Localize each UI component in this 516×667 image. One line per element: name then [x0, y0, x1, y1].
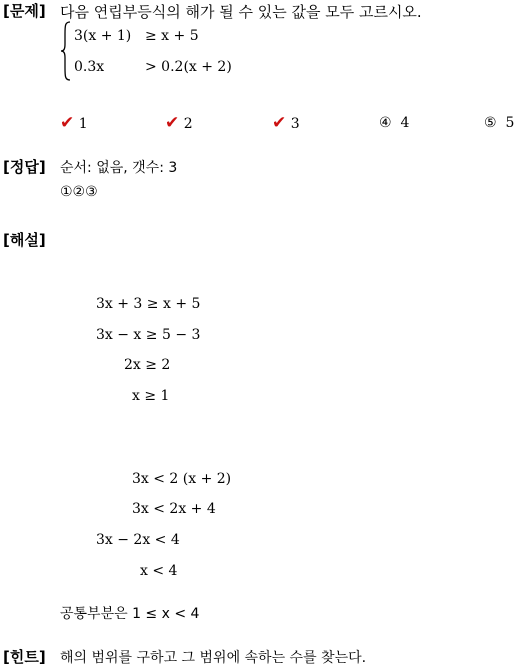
answer-choices: ①②③ [60, 184, 98, 200]
check-icon: ✔ [60, 113, 75, 133]
choice-4[interactable] [379, 115, 409, 131]
equation-line: 3x + 3 ≥ x + 5 [96, 296, 201, 312]
choice-2[interactable] [165, 113, 193, 133]
hint-text: 해의 범위를 구하고 그 범위에 속하는 수를 찾는다. [60, 650, 367, 666]
choice-1[interactable] [60, 113, 88, 133]
hint-label: [힌트] [3, 648, 46, 666]
equation-line: x < 4 [140, 563, 178, 579]
choice-value: 1 [78, 116, 88, 132]
choice-value: 3 [290, 116, 300, 132]
system-row2-right: > 0.2(x + 2) [145, 59, 232, 75]
problem-label: [문제] [3, 2, 46, 20]
answer-label: [정답] [3, 158, 46, 176]
system-row1-right: ≥ x + 5 [145, 28, 199, 44]
choice-value: 2 [183, 116, 193, 132]
left-brace [60, 20, 72, 82]
system-row2-left: 0.3x [74, 59, 105, 75]
problem-question: 다음 연립부등식의 해가 될 수 있는 값을 모두 고르시오. [60, 3, 422, 21]
common-range: 공통부분은 1 ≤ x < 4 [60, 606, 200, 622]
equation-line: 3x < 2x + 4 [132, 501, 216, 517]
solution-label: [해설] [3, 231, 46, 249]
choice-number-icon: ⑤ [484, 115, 497, 131]
choice-3[interactable] [272, 113, 300, 133]
answer-summary: 순서: 없음, 갯수: 3 [60, 160, 178, 176]
choice-number-icon: ④ [379, 115, 392, 131]
check-icon: ✔ [272, 113, 287, 133]
check-icon: ✔ [165, 113, 180, 133]
choice-5[interactable] [484, 115, 514, 131]
equation-line: 3x − 2x < 4 [96, 532, 180, 548]
choice-value: 5 [505, 115, 515, 131]
choice-value: 4 [400, 115, 410, 131]
equation-line: 2x ≥ 2 [124, 357, 171, 373]
equation-line: x ≥ 1 [132, 388, 170, 404]
system-row1-left: 3(x + 1) [74, 28, 132, 44]
equation-line: 3x < 2 (x + 2) [132, 471, 232, 487]
equation-line: 3x − x ≥ 5 − 3 [96, 327, 201, 343]
